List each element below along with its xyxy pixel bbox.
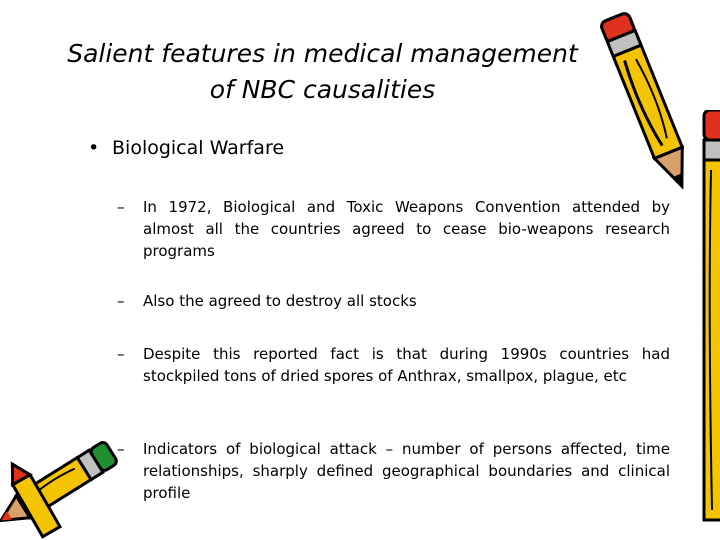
pencil-icon — [700, 110, 720, 530]
sub-item-text: Also the agreed to destroy all stocks — [143, 292, 417, 310]
bullet-marker: • — [88, 137, 100, 159]
sub-item-destroy-stocks — [117, 290, 670, 312]
pencil-icon — [0, 432, 125, 540]
bullet-biological-warfare — [88, 135, 284, 161]
title-line-1: Salient features in medical management — [67, 39, 578, 68]
sub-item-text: In 1972, Biological and Toxic Weapons Convention attended by almost all the countries agreed to cease bio-weapons research programs — [143, 198, 670, 260]
title-line-2: of NBC causalities — [209, 75, 436, 104]
sub-item-convention — [117, 196, 670, 262]
dash-marker: – — [117, 345, 125, 363]
sub-item-stockpiles — [117, 343, 670, 387]
dash-marker: – — [117, 198, 125, 216]
pencil-band — [704, 140, 720, 160]
sub-item-text: Indicators of biological attack – number of persons affected, time relationships, sharply defined geographical boundaries and clinical profile — [143, 440, 670, 502]
pencil-icon — [595, 2, 705, 202]
slide-title — [40, 36, 605, 108]
sub-item-indicators — [117, 438, 670, 504]
dash-marker: – — [117, 440, 125, 458]
dash-marker: – — [117, 292, 125, 310]
sub-item-text: Despite this reported fact is that during 1990s countries had stockpiled tons of dried spores of Anthrax, smallpox, plague, etc — [143, 345, 670, 385]
bullet-label: Biological Warfare — [112, 137, 285, 159]
pencil-eraser — [704, 110, 720, 140]
